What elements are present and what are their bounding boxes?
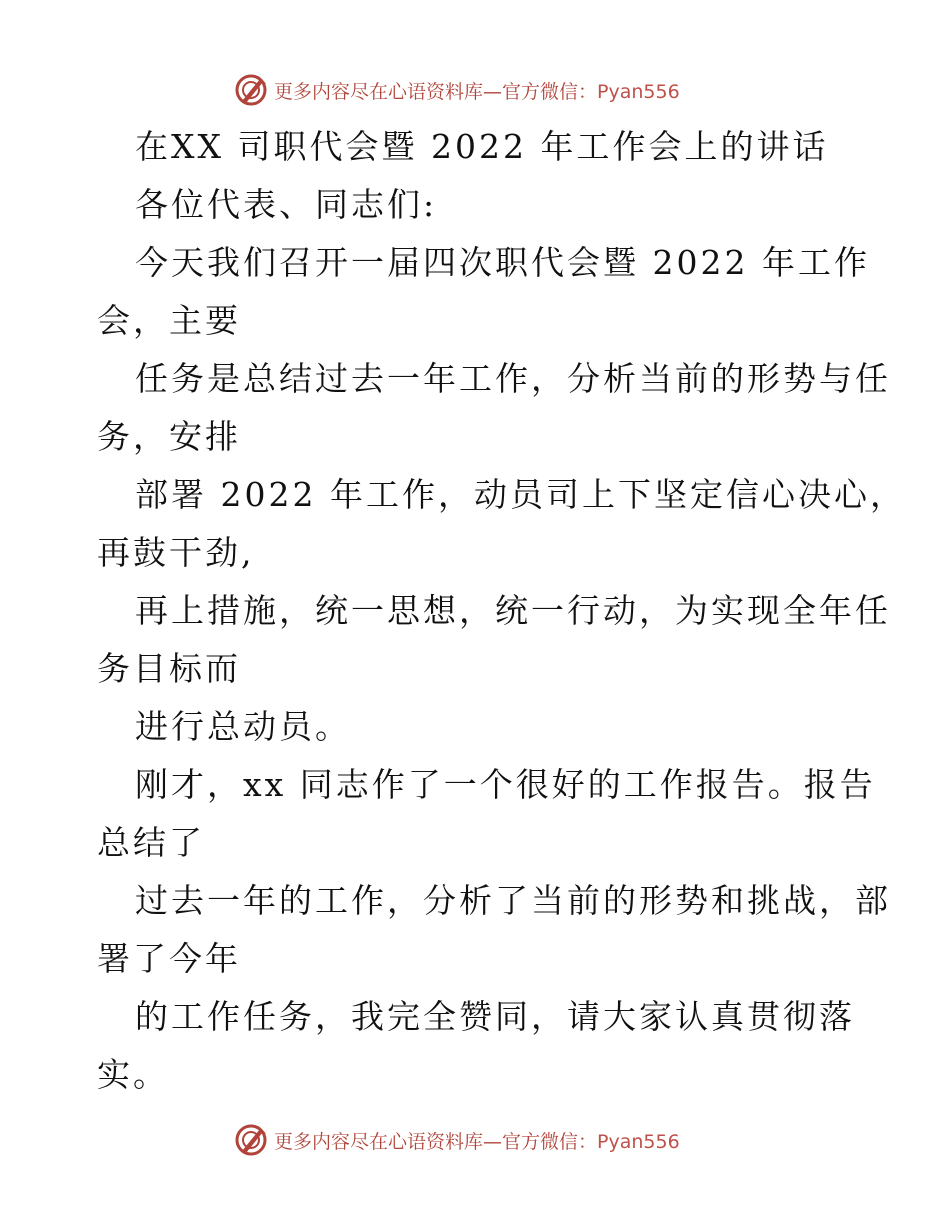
paragraph-line: 刚才，xx 同志作了一个很好的工作报告。报告 [135,765,876,804]
paragraph-line: 过去一年的工作，分析了当前的形势和挑战，部 [135,881,891,920]
paragraph-line: 署了今年 [97,939,241,978]
header-banner [234,73,680,107]
paragraph-line: 实。 [97,1055,169,1094]
paragraph-line: 总结了 [97,823,205,862]
paragraph-line: 任务是总结过去一年工作，分析当前的形势与任 [135,359,891,398]
paragraph-line: 进行总动员。 [135,707,351,746]
paragraph-line: 今天我们召开一届四次职代会暨 2022 年工作 [135,243,870,282]
paragraph-line: 务目标而 [97,649,241,688]
paragraph-line: 部署 2022 年工作，动员司上下坚定信心决心， [135,475,906,514]
wechat-handle: Pyan556 [597,80,680,103]
paragraph-line: 再鼓干劲, [97,533,255,572]
paragraph-line: 会，主要 [97,301,241,340]
banner-slogan: 更多内容尽在心语资料库—官方微信： [274,1130,598,1153]
quill-logo-icon [234,73,268,107]
footer-banner [234,1123,680,1157]
banner-slogan: 更多内容尽在心语资料库—官方微信： [274,80,598,103]
paragraph-line: 务，安排 [97,417,241,456]
paragraph-line: 再上措施，统一思想，统一行动，为实现全年任 [135,591,891,630]
salutation: 各位代表、同志们: [135,185,438,224]
paragraph-line: 的工作任务，我完全赞同，请大家认真贯彻落 [135,997,855,1036]
document-title: 在XX 司职代会暨 2022 年工作会上的讲话 [135,127,829,166]
quill-logo-icon [234,1123,268,1157]
banner-text [274,77,680,104]
banner-text [274,1127,680,1154]
wechat-handle: Pyan556 [597,1130,680,1153]
